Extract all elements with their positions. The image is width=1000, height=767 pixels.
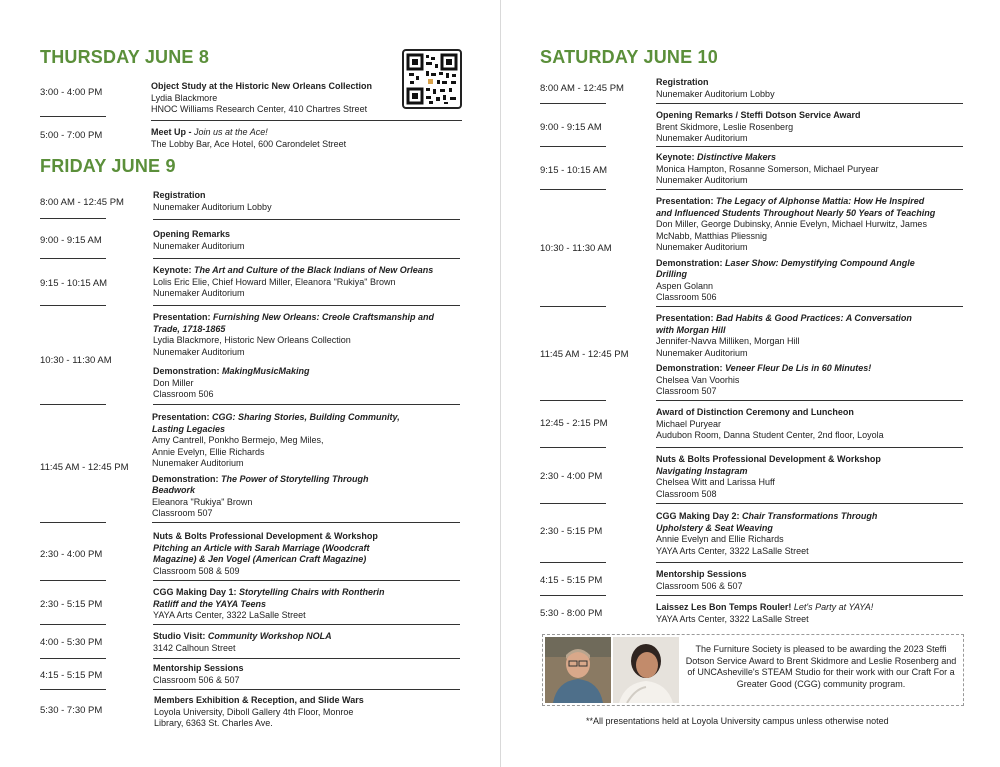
session-info [152,412,400,520]
session-time: 9:00 - 9:15 AM [40,235,102,246]
session-location: Nunemaker Auditorium [153,240,245,251]
session-title-cont: and Influenced Students Throughout Nearly 50 Years of Teaching [656,207,936,218]
session-separator [656,503,963,504]
session-info [656,152,879,187]
session-title-cont: Ratliff and the YAYA Teens [153,598,267,609]
portrait-photo-icon [613,637,679,703]
footnote: **All presentations held at Loyola University campus unless otherwise noted [586,716,889,726]
session-title: Distinctive Makers [697,152,777,162]
time-underline [540,189,606,190]
time-underline [40,258,106,259]
portrait-photo-icon [545,637,611,703]
service-award-box [542,634,964,706]
session-subtitle-cont: Magazine) & Jen Vogel (American Craft Magazine) [153,554,367,564]
session-title: Members Exhibition & Reception, and Slide Wars [154,695,364,705]
session-time: 9:15 - 10:15 AM [40,278,108,289]
session-time: 10:30 - 11:30 AM [540,243,612,254]
session-location: Nunemaker Auditorium [656,242,748,252]
session-location: Nunemaker Auditorium [153,288,245,298]
session-title-cont: Trade, 1718-1865 [153,323,226,334]
session-title: Nuts & Bolts Professional Development & Workshop [656,454,881,464]
time-underline [40,580,106,581]
time-underline [40,689,106,690]
session-separator [656,562,963,563]
session-title: Registration [153,190,206,200]
session-info [151,81,372,116]
session-location: Classroom 507 [656,386,717,396]
session-info [153,531,378,577]
session-label: Presentation: [656,313,717,323]
session-title: Furnishing New Orleans: Creole Craftsmanship and [213,312,435,322]
session-location: Classroom 506 [153,389,214,399]
session-label: Presentation: [152,412,213,422]
session-separator [656,103,963,104]
session-title-cont: Lasting Legacies [152,423,226,434]
session-time: 9:00 - 9:15 AM [540,122,602,133]
qr-code-icon [404,51,460,107]
session-speakers: Lolis Eric Elie, Chief Howard Miller, Eleanora "Rukiya" Brown [153,276,396,287]
session-subtitle: Pitching an Article with Sarah Marriage (Woodcraft [153,542,370,553]
session-time: 2:30 - 4:00 PM [40,549,103,560]
session-title: The Power of Storytelling Through [221,473,369,484]
session-subtitle: Navigating Instagram [656,465,748,476]
session-title: Chair Transformations Through [742,511,878,521]
page-divider [500,0,501,767]
session-separator [656,146,963,147]
session-time: 10:30 - 11:30 AM [40,355,112,366]
session-location: Audubon Room, Danna Student Center, 2nd floor, Loyola [656,430,884,440]
friday-heading: FRIDAY JUNE 9 [40,156,176,176]
session-title: Storytelling Chairs with Rontherin [239,587,385,597]
session-time: 5:30 - 7:30 PM [40,705,103,716]
session-title: CGG: Sharing Stories, Building Community, [212,412,400,422]
session-time: 5:00 - 7:00 PM [40,130,103,141]
session-speakers: Annie Evelyn, Ellie Richards [152,446,265,457]
session-location: 3142 Calhoun Street [153,642,236,653]
session-label: Keynote: [153,265,195,275]
session-speakers: Lydia Blackmore [151,92,218,103]
session-location: Classroom 506 & 507 [656,580,743,591]
session-info [656,602,873,625]
session-location: HNOC Williams Research Center, 410 Chartres Street [151,104,368,114]
session-info [153,229,245,252]
session-location: Classroom 506 & 507 [153,674,240,685]
session-title-cont: Upholstery & Seat Weaving [656,522,773,533]
session-info [153,312,434,401]
session-info [153,663,244,686]
session-label: Presentation: [153,312,214,322]
time-underline [540,400,606,401]
session-title: Meet Up - [151,127,195,137]
session-info [656,454,881,500]
session-location: Classroom 507 [152,508,213,518]
session-separator [153,689,460,690]
session-info [153,631,332,654]
session-separator [153,658,460,659]
session-time: 8:00 AM - 12:45 PM [540,83,624,94]
session-location: Classroom 508 & 509 [153,565,240,576]
session-title: The Art and Culture of the Black Indians of New Orleans [194,265,434,275]
session-title: Registration [656,77,709,87]
session-location: YAYA Arts Center, 3322 LaSalle Street [656,545,809,556]
session-location: YAYA Arts Center, 3322 LaSalle Street [153,610,306,620]
session-separator [656,595,963,596]
session-location: The Lobby Bar, Ace Hotel, 600 Carondelet Street [151,138,347,149]
time-underline [40,624,106,625]
session-label: CGG Making Day 2: [656,511,743,521]
session-time: 12:45 - 2:15 PM [540,418,608,429]
photo-leslie-rosenberg [613,637,679,703]
time-underline [40,305,106,306]
session-label: Demonstration: [656,363,726,373]
session-info [153,190,272,213]
session-speakers: Chelsea Van Voorhis [656,374,740,385]
session-separator [656,400,963,401]
session-separator [152,522,460,523]
time-underline [40,522,106,523]
time-underline [540,447,606,448]
session-info [151,127,346,150]
session-label: CGG Making Day 1: [153,587,240,597]
session-time: 4:15 - 5:15 PM [40,670,103,681]
session-time: 9:15 - 10:15 AM [540,165,608,176]
session-speakers: Michael Puryear [656,418,722,429]
session-subtitle: Let's Party at YAYA! [793,602,874,612]
thursday-heading: THURSDAY JUNE 8 [40,47,210,67]
session-location: Classroom 508 [656,488,717,499]
session-label: Keynote: [656,152,698,162]
session-title: Mentorship Sessions [656,569,747,579]
session-location: Nunemaker Auditorium Lobby [153,201,272,212]
session-location: Nunemaker Auditorium [656,133,748,143]
session-time: 4:00 - 5:30 PM [40,637,103,648]
session-title: Opening Remarks / Steffi Dotson Service Award [656,110,861,120]
saturday-heading: SATURDAY JUNE 10 [540,47,718,67]
session-title: Mentorship Sessions [153,663,244,673]
session-location-cont: Library, 6363 St. Charles Ave. [154,718,273,728]
session-separator [153,580,460,581]
session-time: 4:15 - 5:15 PM [540,575,603,586]
photo-brent-skidmore [545,637,611,703]
session-speakers: Monica Hampton, Rosanne Somerson, Michael Puryear [656,163,879,174]
session-location: Nunemaker Auditorium [656,347,748,358]
session-location: Nunemaker Auditorium [152,458,244,468]
time-underline [540,562,606,563]
session-location: Loyola University, Diboll Gallery 4th Floor, Monroe [154,706,354,717]
session-location: Nunemaker Auditorium Lobby [656,88,775,99]
session-location: Classroom 506 [656,292,717,302]
session-title-cont: Drilling [656,269,687,279]
session-separator [153,404,460,405]
session-location: Nunemaker Auditorium [153,346,245,357]
session-info [153,265,433,300]
session-time: 3:00 - 4:00 PM [40,87,103,98]
session-info [656,196,935,304]
time-underline [40,404,106,405]
session-info [656,77,775,100]
session-separator [656,447,963,448]
session-label: Studio Visit: [153,631,208,641]
qr-code[interactable] [402,49,462,109]
session-title: Award of Distinction Ceremony and Luncheon [656,407,854,417]
session-time: 2:30 - 5:15 PM [540,526,603,537]
session-info [656,110,861,145]
session-title: Opening Remarks [153,229,231,239]
session-time: 2:30 - 5:15 PM [40,599,103,610]
time-underline [540,103,606,104]
session-speakers: Lydia Blackmore, Historic New Orleans Collection [153,335,351,345]
time-underline [540,146,606,147]
session-title: Community Workshop NOLA [207,631,332,641]
session-location: YAYA Arts Center, 3322 LaSalle Street [656,613,809,624]
session-speakers: Annie Evelyn and Ellie Richards [656,534,784,544]
session-location: Nunemaker Auditorium [656,175,748,185]
session-title: Nuts & Bolts Professional Development & Workshop [153,531,378,541]
award-description: The Furniture Society is pleased to be awarding the 2023 Steffi Dotson Service Award to Brent Skidmore and Leslie Rosenberg and of UNCAsheville's STEAM Studio for their work with our Craft For a Greater Good (CGG) community program. [685,644,957,689]
session-time: 8:00 AM - 12:45 PM [40,197,124,208]
session-info [656,407,884,442]
time-underline [40,218,106,219]
session-info [656,313,912,398]
session-title: Veneer Fleur De Lis in 60 Minutes! [725,363,872,373]
session-separator [153,305,460,306]
session-info [656,569,747,592]
session-title: Object Study at the Historic New Orleans Collection [151,81,373,91]
session-info [656,511,877,557]
session-title: Bad Habits & Good Practices: A Conversation [716,313,912,323]
session-separator [153,219,460,220]
session-speakers-cont: McNabb, Matthias Pliessnig [656,230,768,241]
session-info [154,695,364,730]
session-separator [153,258,460,259]
time-underline [540,306,606,307]
time-underline [40,658,106,659]
session-title: Laser Show: Demystifying Compound Angle [725,257,915,268]
session-title-cont: with Morgan Hill [656,324,726,335]
session-time: 5:30 - 8:00 PM [540,608,603,619]
session-subtitle: Join us at the Ace! [194,127,268,137]
session-time: 2:30 - 4:00 PM [540,471,603,482]
session-title: The Legacy of Alphonse Mattia: How He Inspired [716,196,925,206]
session-time: 11:45 AM - 12:45 PM [40,462,129,473]
session-info [153,587,385,622]
session-separator [153,624,460,625]
session-speakers: Amy Cantrell, Ponkho Bermejo, Meg Miles, [152,435,324,445]
session-speakers: Brent Skidmore, Leslie Rosenberg [656,121,794,132]
session-speakers: Eleanora "Rukiya" Brown [152,496,253,507]
time-underline [540,503,606,504]
session-label: Demonstration: [656,257,726,268]
session-speakers: Don Miller, George Dubinsky, Annie Evelyn, Michael Hurwitz, James [656,219,927,229]
session-speakers: Chelsea Witt and Larissa Huff [656,477,775,487]
time-underline [40,116,106,117]
session-time: 11:45 AM - 12:45 PM [540,349,629,360]
session-separator [656,189,963,190]
session-title: Laissez Les Bon Temps Rouler! [656,602,794,612]
session-label: Presentation: [656,196,717,206]
time-underline [540,595,606,596]
session-label: Demonstration: [152,473,222,484]
session-separator [656,306,963,307]
session-speakers: Don Miller [153,377,194,388]
session-label: Demonstration: [153,366,223,376]
session-speakers: Jennifer-Navva Milliken, Morgan Hill [656,336,800,346]
session-separator [151,120,462,121]
session-title-cont: Beadwork [152,485,196,495]
session-speakers: Aspen Golann [656,280,714,291]
session-title: MakingMusicMaking [222,366,310,376]
